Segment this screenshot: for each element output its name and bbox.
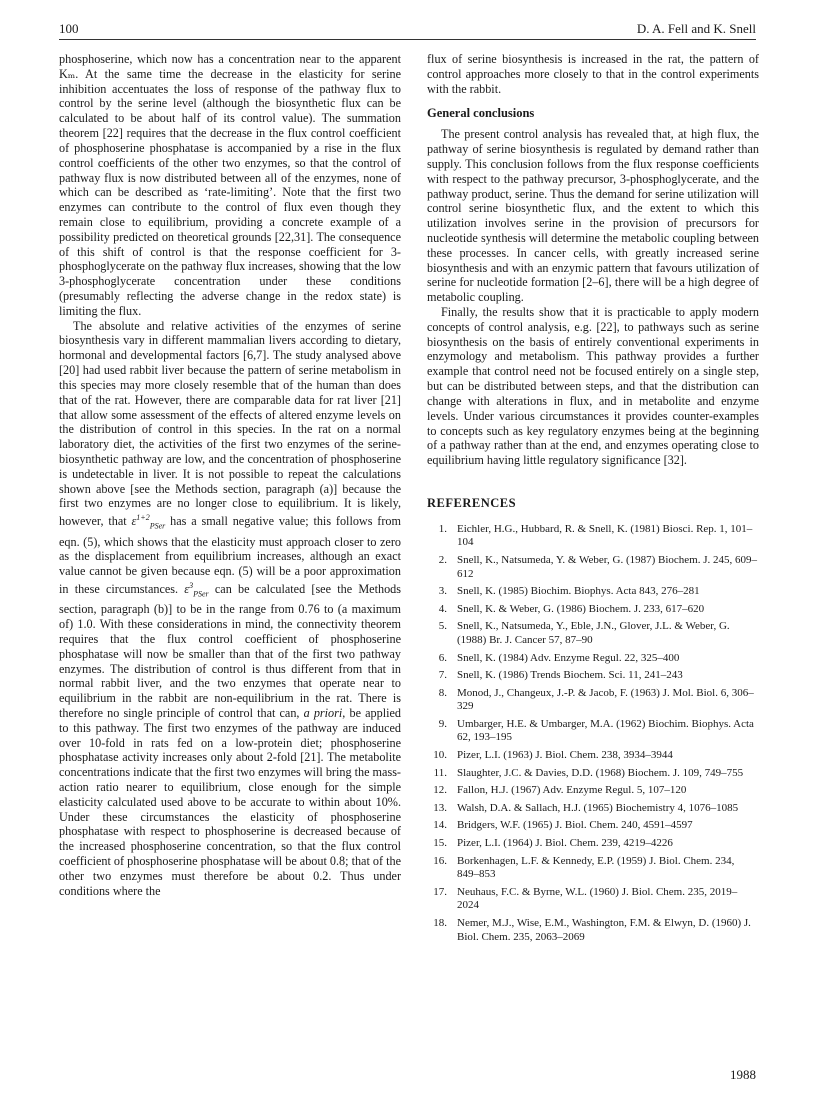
reference-item	[427, 855, 759, 882]
reference-item	[427, 837, 759, 851]
paragraph-continued: phosphoserine, which now has a concentration near to the apparent Kₘ. At the same time the decrease in the elasticity for serine inhibition accentuates the loss of response of the pathway flux to control by the serine level (although the biosynthetic flux can be calculated to be about half of its control value). The summation theorem [22] requires that the decrease in the flux control coefficient of phosphoserine phosphatase is accompanied by a rise in the flux control coefficients of the other two enzymes, so that the control of pathway flux is now distributed between all of the enzymes, none of which can be described as ‘rate-limiting’. Note that the first two enzymes can contribute to the control of flux even though they remain close to equilibrium, providing a concrete example of a possibility predicted on theoretical grounds [22,31]. The consequence of this shift of control is that the response coefficient for 3-phosphoglycerate on the pathway flux increases, showing that the low 3-phosphoglycerate concentration under these conditions (presumably reflecting the adverse change in the redox state) is limiting the flux.	[59, 52, 401, 318]
reference-item	[427, 819, 759, 833]
reference-item	[427, 603, 759, 617]
reference-text: Snell, K. (1984) Adv. Enzyme Regul. 22, 325–400	[457, 651, 680, 664]
reference-item	[427, 554, 759, 581]
references-heading: REFERENCES	[427, 495, 517, 510]
elasticity-symbol-2: $\varepsilon^3_{PSer}$	[184, 580, 209, 599]
reference-text: Umbarger, H.E. & Umbarger, M.A. (1962) Biochim. Biophys. Acta 62, 193–195	[457, 717, 754, 744]
paragraph-text: has a small negative value; this follows from eqn. (5), which shows that the elasticity must approach closer to zero as the displacement from equilibrium increases, although an exact value cannot be given because eqn. (5) will be a poor approximation in these circumstances.	[59, 514, 401, 596]
elasticity-symbol-1: $\varepsilon^{1+2}_{PSer}$	[131, 513, 166, 531]
reference-number: 12.	[433, 784, 447, 797]
reference-number: 4.	[438, 602, 447, 615]
paragraph-conclusions-2: Finally, the results show that it is practicable to apply modern concepts of control analysis, e.g. [22], to pathways such as serine biosynthesis on the basis of entirely conventional experiments in enzymology and metabolism. This pathway provides a further example that control need not be focused entirely on a single step, but can be distributed between steps, and that the distribution can change with alterations in flux, and in metabolite and enzyme levels. Under various circumstances it provides counter-examples to concepts such as key regulatory enzymes being at the beginning of a pathway rather than at the end, and enzymes operating close to equilibrium having little regulatory significance [32].	[427, 305, 759, 468]
reference-number: 7.	[438, 669, 447, 682]
reference-text: Monod, J., Changeux, J.-P. & Jacob, F. (1963) J. Mol. Biol. 6, 306–329	[457, 686, 754, 713]
reference-item	[427, 669, 759, 683]
footer-year: 1988	[730, 1067, 756, 1082]
paragraph-text: , be applied to this pathway. The first two enzymes of the pathway are induced over 10-fold in rats fed on a low-protein diet; phosphoserine phosphatase activity increases only about 2-fold [21]. The metabolite concentrations indicate that the first two enzymes will bring the mass-action ratio nearer to equilibrium, close enough for the simple elasticity calculated used above to be accurate to within about 10%. Under these circumstances the elasticity of phosphoserine phosphatase with respect to phosphoserine is decreased because of the increased phosphoserine concentration, so that the flux control coefficient of phosphoserine phosphatase will be about 0.8; that of the other two enzymes must therefore be about 0.2. Thus under conditions where the	[59, 705, 401, 898]
reference-text: Snell, K. (1985) Biochim. Biophys. Acta 843, 276–281	[457, 585, 700, 598]
paragraph-text: The absolute and relative activities of the enzymes of serine biosynthesis vary in different mammalian livers according to dietary, hormonal and developmental factors [6,7]. The study analysed above [20] had used rabbit liver because the pattern of serine metabolism in this species may more closely resemble that of the human than does that of the rat. However, there are comparable data for rat liver [21] that allow some assessment of the effects of altered enzyme levels on the distribution of control in this species. In the rat on a normal laboratory diet, the activities of the first two enzymes of the serine-biosynthetic pathway are low, and the concentration of phosphoserine is undetectable in liver. It is not possible to repeat the calculations shown above [see the Methods section, paragraph (a)] because the first two enzymes are no longer close to equilibrium. It is likely, however, that	[59, 318, 401, 529]
reference-number: 18.	[433, 917, 447, 929]
reference-item	[427, 523, 759, 550]
reference-number: 5.	[438, 620, 447, 633]
reference-number: 3.	[438, 585, 447, 598]
paragraph-conclusions-1: The present control analysis has revealed that, at high flux, the pathway of serine biosynthesis is regulated by demand rather than supply. This conclusion follows from the flux response coefficients with respect to the pathway precursor, 3-phosphoglycerate, and the pathway product, serine. Thus the demand for serine utilization will control serine biosynthetic flux, and the extent to which this utilization involves serine in the provision of precursors for nucleotide synthesis will determine the metabolic coupling between these processes. In cancer cells, with greatly increased serine biosynthesis and with an enzymic pattern that favours utilization of serine for nucleotide formation [2–6], there will be a high degree of metabolic coupling.	[427, 127, 759, 305]
page-number: 100	[59, 21, 79, 36]
reference-text: Snell, K. & Weber, G. (1986) Biochem. J. 233, 617–620	[457, 602, 705, 615]
header-rule	[59, 39, 756, 40]
reference-number: 6.	[438, 651, 447, 664]
reference-number: 11.	[433, 766, 447, 779]
right-column	[427, 52, 759, 948]
reference-text: Snell, K., Natsumeda, Y. & Weber, G. (1987) Biochem. J. 245, 609–612	[457, 553, 758, 580]
reference-number: 16.	[433, 854, 447, 867]
reference-text: Pizer, L.I. (1963) J. Biol. Chem. 238, 3934–3944	[457, 749, 673, 762]
reference-number: 9.	[438, 717, 447, 730]
reference-item	[427, 784, 759, 798]
reference-text: Pizer, L.I. (1964) J. Biol. Chem. 239, 4219–4226	[457, 837, 673, 850]
reference-text: Snell, K. (1986) Trends Biochem. Sci. 11, 241–243	[457, 669, 683, 682]
left-column	[59, 52, 401, 899]
reference-item	[427, 687, 759, 714]
reference-number: 17.	[433, 885, 447, 898]
reference-number: 13.	[433, 801, 447, 814]
reference-item	[427, 718, 759, 745]
reference-item	[427, 585, 759, 599]
paragraph-enzyme-activities	[59, 319, 401, 899]
reference-item	[427, 749, 759, 763]
reference-item	[427, 767, 759, 781]
italic-a-priori: a priori	[303, 705, 343, 720]
reference-text: Walsh, D.A. & Sallach, H.J. (1965) Biochemistry 4, 1076–1085	[457, 801, 739, 814]
reference-text: Fallon, H.J. (1967) Adv. Enzyme Regul. 5, 107–120	[457, 784, 687, 797]
reference-number: 1.	[438, 522, 447, 535]
reference-text: Snell, K., Natsumeda, Y., Eble, J.N., Glover, J.L. & Weber, G. (1988) Br. J. Cancer 57, 87–90	[457, 620, 730, 646]
reference-item	[427, 917, 759, 944]
reference-text: Slaughter, J.C. & Davies, D.D. (1968) Biochem. J. 109, 749–755	[457, 766, 744, 779]
reference-item	[427, 802, 759, 816]
reference-number: 8.	[438, 686, 447, 699]
paragraph-text: can be calculated [see the Methods section, paragraph (b)] to be in the range from 0.76 to (a maximum of) 1.0. With these considerations in mind, the connectivity theorem requires that the flux control coefficient of phosphoserine phosphatase will now be smaller than that of the first two pathway enzymes. The distribution of control is thus different from that in normal rabbit liver, and the two enzymes that operate near to equilibrium in the rabbit are non-equilibrium in the rat. There is therefore no single principle of control that can,	[59, 582, 402, 720]
reference-number: 15.	[433, 837, 447, 850]
section-heading-general-conclusions: General conclusions	[427, 106, 535, 121]
reference-item	[427, 620, 759, 647]
running-header-authors: D. A. Fell and K. Snell	[636, 21, 756, 36]
reference-text: Eichler, H.G., Hubbard, R. & Snell, K. (1981) Biosci. Rep. 1, 101–104	[457, 522, 753, 549]
reference-number: 2.	[438, 553, 447, 566]
reference-text: Borkenhagen, L.F. & Kennedy, E.P. (1959) J. Biol. Chem. 234, 849–853	[457, 854, 735, 881]
paragraph-continued-right: flux of serine biosynthesis is increased in the rat, the pattern of control approaches more closely to that in the control experiments with the rabbit.	[427, 52, 759, 96]
reference-item	[427, 652, 759, 666]
references-list	[427, 523, 759, 944]
reference-item	[427, 886, 759, 913]
reference-number: 10.	[433, 749, 447, 762]
reference-text: Neuhaus, F.C. & Byrne, W.L. (1960) J. Biol. Chem. 235, 2019–2024	[457, 885, 738, 912]
reference-number: 14.	[433, 819, 447, 832]
reference-text: Nemer, M.J., Wise, E.M., Washington, F.M. & Elwyn, D. (1960) J. Biol. Chem. 235, 2063–2069	[457, 917, 751, 943]
reference-text: Bridgers, W.F. (1965) J. Biol. Chem. 240, 4591–4597	[457, 819, 693, 832]
